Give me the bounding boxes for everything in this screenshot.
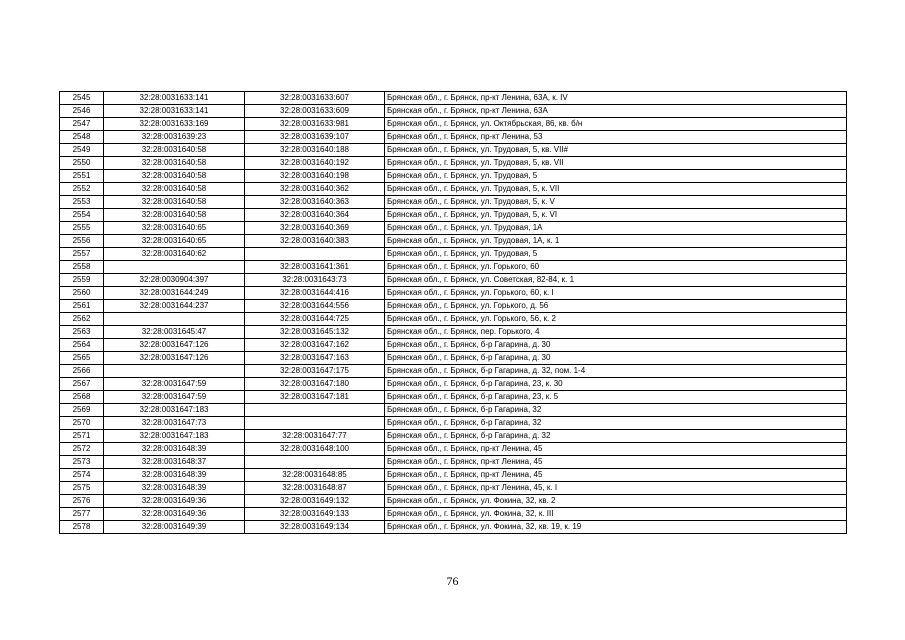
object-number-cell: 32:28:0031647:181 xyxy=(245,391,385,404)
table-row xyxy=(60,482,847,495)
address-cell: Брянская обл., г. Брянск, ул. Трудовая, 5, кв. VII# xyxy=(385,144,847,157)
parcel-number-cell: 32:28:0031640:62 xyxy=(104,248,245,261)
object-number-cell: 32:28:0031644:416 xyxy=(245,287,385,300)
row-number-cell: 2554 xyxy=(60,209,104,222)
parcel-number-cell: 32:28:0031649:39 xyxy=(104,521,245,534)
row-number-cell: 2577 xyxy=(60,508,104,521)
row-number-cell: 2578 xyxy=(60,521,104,534)
object-number-cell xyxy=(245,404,385,417)
table-row xyxy=(60,248,847,261)
address-cell: Брянская обл., г. Брянск, б-р Гагарина, 23, к. 5 xyxy=(385,391,847,404)
object-number-cell: 32:28:0031647:175 xyxy=(245,365,385,378)
object-number-cell xyxy=(245,456,385,469)
object-number-cell: 32:28:0031644:556 xyxy=(245,300,385,313)
table-row xyxy=(60,365,847,378)
table-row xyxy=(60,92,847,105)
object-number-cell: 32:28:0031647:163 xyxy=(245,352,385,365)
row-number-cell: 2549 xyxy=(60,144,104,157)
table-row xyxy=(60,469,847,482)
parcel-number-cell xyxy=(104,313,245,326)
object-number-cell: 32:28:0031633:981 xyxy=(245,118,385,131)
page-number: 76 xyxy=(446,574,459,588)
parcel-number-cell: 32:28:0031647:59 xyxy=(104,378,245,391)
address-cell: Брянская обл., г. Брянск, б-р Гагарина, 32 xyxy=(385,417,847,430)
parcel-number-cell: 32:28:0031649:36 xyxy=(104,508,245,521)
row-number-cell: 2557 xyxy=(60,248,104,261)
table-row xyxy=(60,131,847,144)
address-cell: Брянская обл., г. Брянск, б-р Гагарина, д. 32 xyxy=(385,430,847,443)
table-row xyxy=(60,456,847,469)
parcel-number-cell: 32:28:0031633:141 xyxy=(104,105,245,118)
row-number-cell: 2567 xyxy=(60,378,104,391)
object-number-cell xyxy=(245,417,385,430)
object-number-cell: 32:28:0031649:132 xyxy=(245,495,385,508)
row-number-cell: 2556 xyxy=(60,235,104,248)
object-number-cell: 32:28:0031641:361 xyxy=(245,261,385,274)
address-cell: Брянская обл., г. Брянск, пр-кт Ленина, 63А, к. IV xyxy=(385,92,847,105)
row-number-cell: 2558 xyxy=(60,261,104,274)
row-number-cell: 2572 xyxy=(60,443,104,456)
parcel-number-cell: 32:28:0031647:59 xyxy=(104,391,245,404)
address-cell: Брянская обл., г. Брянск, б-р Гагарина, 23, к. 30 xyxy=(385,378,847,391)
object-number-cell: 32:28:0031647:162 xyxy=(245,339,385,352)
parcel-number-cell xyxy=(104,365,245,378)
object-number-cell: 32:28:0031648:87 xyxy=(245,482,385,495)
parcel-number-cell: 32:28:0031640:65 xyxy=(104,222,245,235)
table-row xyxy=(60,404,847,417)
row-number-cell: 2552 xyxy=(60,183,104,196)
table-row xyxy=(60,313,847,326)
address-cell: Брянская обл., г. Брянск, пр-кт Ленина, 53 xyxy=(385,131,847,144)
parcel-number-cell: 32:28:0031647:183 xyxy=(104,404,245,417)
row-number-cell: 2576 xyxy=(60,495,104,508)
table-row xyxy=(60,196,847,209)
parcel-number-cell: 32:28:0031648:39 xyxy=(104,469,245,482)
object-number-cell: 32:28:0031644:725 xyxy=(245,313,385,326)
object-number-cell: 32:28:0031640:192 xyxy=(245,157,385,170)
row-number-cell: 2569 xyxy=(60,404,104,417)
address-cell: Брянская обл., г. Брянск, ул. Трудовая, 1А, к. 1 xyxy=(385,235,847,248)
address-cell: Брянская обл., г. Брянск, б-р Гагарина, д. 30 xyxy=(385,352,847,365)
row-number-cell: 2561 xyxy=(60,300,104,313)
address-cell: Брянская обл., г. Брянск, ул. Трудовая, 5, к. V xyxy=(385,196,847,209)
object-number-cell: 32:28:0031640:188 xyxy=(245,144,385,157)
object-number-cell: 32:28:0031633:609 xyxy=(245,105,385,118)
table-row xyxy=(60,391,847,404)
table-row xyxy=(60,430,847,443)
address-cell: Брянская обл., г. Брянск, пр-кт Ленина, 45 xyxy=(385,469,847,482)
object-number-cell: 32:28:0031648:85 xyxy=(245,469,385,482)
row-number-cell: 2571 xyxy=(60,430,104,443)
parcel-number-cell: 32:28:0031633:169 xyxy=(104,118,245,131)
parcel-number-cell: 32:28:0031647:126 xyxy=(104,339,245,352)
parcel-number-cell: 32:28:0031640:58 xyxy=(104,170,245,183)
parcel-number-cell: 32:28:0031640:58 xyxy=(104,209,245,222)
table-row xyxy=(60,209,847,222)
table-body xyxy=(60,92,847,534)
row-number-cell: 2559 xyxy=(60,274,104,287)
parcel-number-cell: 32:28:0031639:23 xyxy=(104,131,245,144)
address-cell: Брянская обл., г. Брянск, ул. Фокина, 32, кв. 19, к. 19 xyxy=(385,521,847,534)
address-cell: Брянская обл., г. Брянск, б-р Гагарина, д. 30 xyxy=(385,339,847,352)
address-cell: Брянская обл., г. Брянск, ул. Трудовая, 5 xyxy=(385,248,847,261)
address-cell: Брянская обл., г. Брянск, ул. Трудовая, 5, к. VI xyxy=(385,209,847,222)
object-number-cell: 32:28:0031639:107 xyxy=(245,131,385,144)
address-cell: Брянская обл., г. Брянск, ул. Трудовая, 5, к. VII xyxy=(385,183,847,196)
table-row xyxy=(60,443,847,456)
row-number-cell: 2566 xyxy=(60,365,104,378)
row-number-cell: 2573 xyxy=(60,456,104,469)
object-number-cell: 32:28:0031649:134 xyxy=(245,521,385,534)
address-cell: Брянская обл., г. Брянск, пр-кт Ленина, 45 xyxy=(385,443,847,456)
object-number-cell: 32:28:0031643:73 xyxy=(245,274,385,287)
row-number-cell: 2560 xyxy=(60,287,104,300)
row-number-cell: 2545 xyxy=(60,92,104,105)
parcel-number-cell: 32:28:0031647:183 xyxy=(104,430,245,443)
parcel-number-cell xyxy=(104,261,245,274)
table-row xyxy=(60,352,847,365)
document-table xyxy=(59,91,847,534)
object-number-cell: 32:28:0031640:369 xyxy=(245,222,385,235)
address-cell: Брянская обл., г. Брянск, пр-кт Ленина, 63А xyxy=(385,105,847,118)
parcel-number-cell: 32:28:0030904:397 xyxy=(104,274,245,287)
address-cell: Брянская обл., г. Брянск, ул. Советская, 82-84, к. 1 xyxy=(385,274,847,287)
parcel-number-cell: 32:28:0031644:249 xyxy=(104,287,245,300)
address-cell: Брянская обл., г. Брянск, ул. Октябрьская, 86, кв. б/н xyxy=(385,118,847,131)
row-number-cell: 2546 xyxy=(60,105,104,118)
address-cell: Брянская обл., г. Брянск, пр-кт Ленина, 45 xyxy=(385,456,847,469)
row-number-cell: 2553 xyxy=(60,196,104,209)
address-cell: Брянская обл., г. Брянск, ул. Фокина, 32, к. III xyxy=(385,508,847,521)
object-number-cell: 32:28:0031645:132 xyxy=(245,326,385,339)
row-number-cell: 2568 xyxy=(60,391,104,404)
table-row xyxy=(60,521,847,534)
object-number-cell: 32:28:0031640:364 xyxy=(245,209,385,222)
table-row xyxy=(60,274,847,287)
table-row xyxy=(60,157,847,170)
address-cell: Брянская обл., г. Брянск, пер. Горького, 4 xyxy=(385,326,847,339)
row-number-cell: 2548 xyxy=(60,131,104,144)
table-row xyxy=(60,183,847,196)
object-number-cell xyxy=(245,248,385,261)
address-cell: Брянская обл., г. Брянск, пр-кт Ленина, 45, к. I xyxy=(385,482,847,495)
table-row xyxy=(60,287,847,300)
table-row xyxy=(60,495,847,508)
object-number-cell: 32:28:0031640:363 xyxy=(245,196,385,209)
address-cell: Брянская обл., г. Брянск, ул. Трудовая, 5 xyxy=(385,170,847,183)
row-number-cell: 2565 xyxy=(60,352,104,365)
parcel-number-cell: 32:28:0031648:37 xyxy=(104,456,245,469)
object-number-cell: 32:28:0031647:180 xyxy=(245,378,385,391)
parcel-number-cell: 32:28:0031647:73 xyxy=(104,417,245,430)
parcel-number-cell: 32:28:0031640:58 xyxy=(104,144,245,157)
table-row xyxy=(60,105,847,118)
address-cell: Брянская обл., г. Брянск, ул. Горького, 60, к. I xyxy=(385,287,847,300)
parcel-number-cell: 32:28:0031645:47 xyxy=(104,326,245,339)
row-number-cell: 2555 xyxy=(60,222,104,235)
table-row xyxy=(60,222,847,235)
parcel-number-cell: 32:28:0031647:126 xyxy=(104,352,245,365)
table-row xyxy=(60,235,847,248)
address-cell: Брянская обл., г. Брянск, ул. Горького, 56, к. 2 xyxy=(385,313,847,326)
row-number-cell: 2562 xyxy=(60,313,104,326)
parcel-number-cell: 32:28:0031640:58 xyxy=(104,157,245,170)
row-number-cell: 2563 xyxy=(60,326,104,339)
table-row xyxy=(60,339,847,352)
parcel-number-cell: 32:28:0031649:36 xyxy=(104,495,245,508)
table-row xyxy=(60,378,847,391)
table-row xyxy=(60,417,847,430)
row-number-cell: 2575 xyxy=(60,482,104,495)
object-number-cell: 32:28:0031640:198 xyxy=(245,170,385,183)
parcel-number-cell: 32:28:0031633:141 xyxy=(104,92,245,105)
row-number-cell: 2547 xyxy=(60,118,104,131)
object-number-cell: 32:28:0031647:77 xyxy=(245,430,385,443)
row-number-cell: 2564 xyxy=(60,339,104,352)
parcel-number-cell: 32:28:0031640:58 xyxy=(104,183,245,196)
object-number-cell: 32:28:0031649:133 xyxy=(245,508,385,521)
table-row xyxy=(60,326,847,339)
object-number-cell: 32:28:0031648:100 xyxy=(245,443,385,456)
address-cell: Брянская обл., г. Брянск, ул. Трудовая, 5, кв. VII xyxy=(385,157,847,170)
table-row xyxy=(60,261,847,274)
row-number-cell: 2570 xyxy=(60,417,104,430)
table-row xyxy=(60,508,847,521)
address-cell: Брянская обл., г. Брянск, ул. Горького, д. 56 xyxy=(385,300,847,313)
parcel-number-cell: 32:28:0031640:58 xyxy=(104,196,245,209)
parcel-number-cell: 32:28:0031644:237 xyxy=(104,300,245,313)
table-row xyxy=(60,144,847,157)
address-cell: Брянская обл., г. Брянск, б-р Гагарина, 32 xyxy=(385,404,847,417)
address-cell: Брянская обл., г. Брянск, ул. Фокина, 32, кв. 2 xyxy=(385,495,847,508)
table-row xyxy=(60,118,847,131)
row-number-cell: 2551 xyxy=(60,170,104,183)
row-number-cell: 2550 xyxy=(60,157,104,170)
object-number-cell: 32:28:0031640:362 xyxy=(245,183,385,196)
address-cell: Брянская обл., г. Брянск, ул. Трудовая, 1А xyxy=(385,222,847,235)
object-number-cell: 32:28:0031633:607 xyxy=(245,92,385,105)
table-row xyxy=(60,300,847,313)
parcel-number-cell: 32:28:0031648:39 xyxy=(104,482,245,495)
row-number-cell: 2574 xyxy=(60,469,104,482)
parcel-number-cell: 32:28:0031640:65 xyxy=(104,235,245,248)
address-cell: Брянская обл., г. Брянск, ул. Горького, 60 xyxy=(385,261,847,274)
object-number-cell: 32:28:0031640:383 xyxy=(245,235,385,248)
parcel-number-cell: 32:28:0031648:39 xyxy=(104,443,245,456)
table-row xyxy=(60,170,847,183)
address-cell: Брянская обл., г. Брянск, б-р Гагарина, д. 32, пом. 1-4 xyxy=(385,365,847,378)
